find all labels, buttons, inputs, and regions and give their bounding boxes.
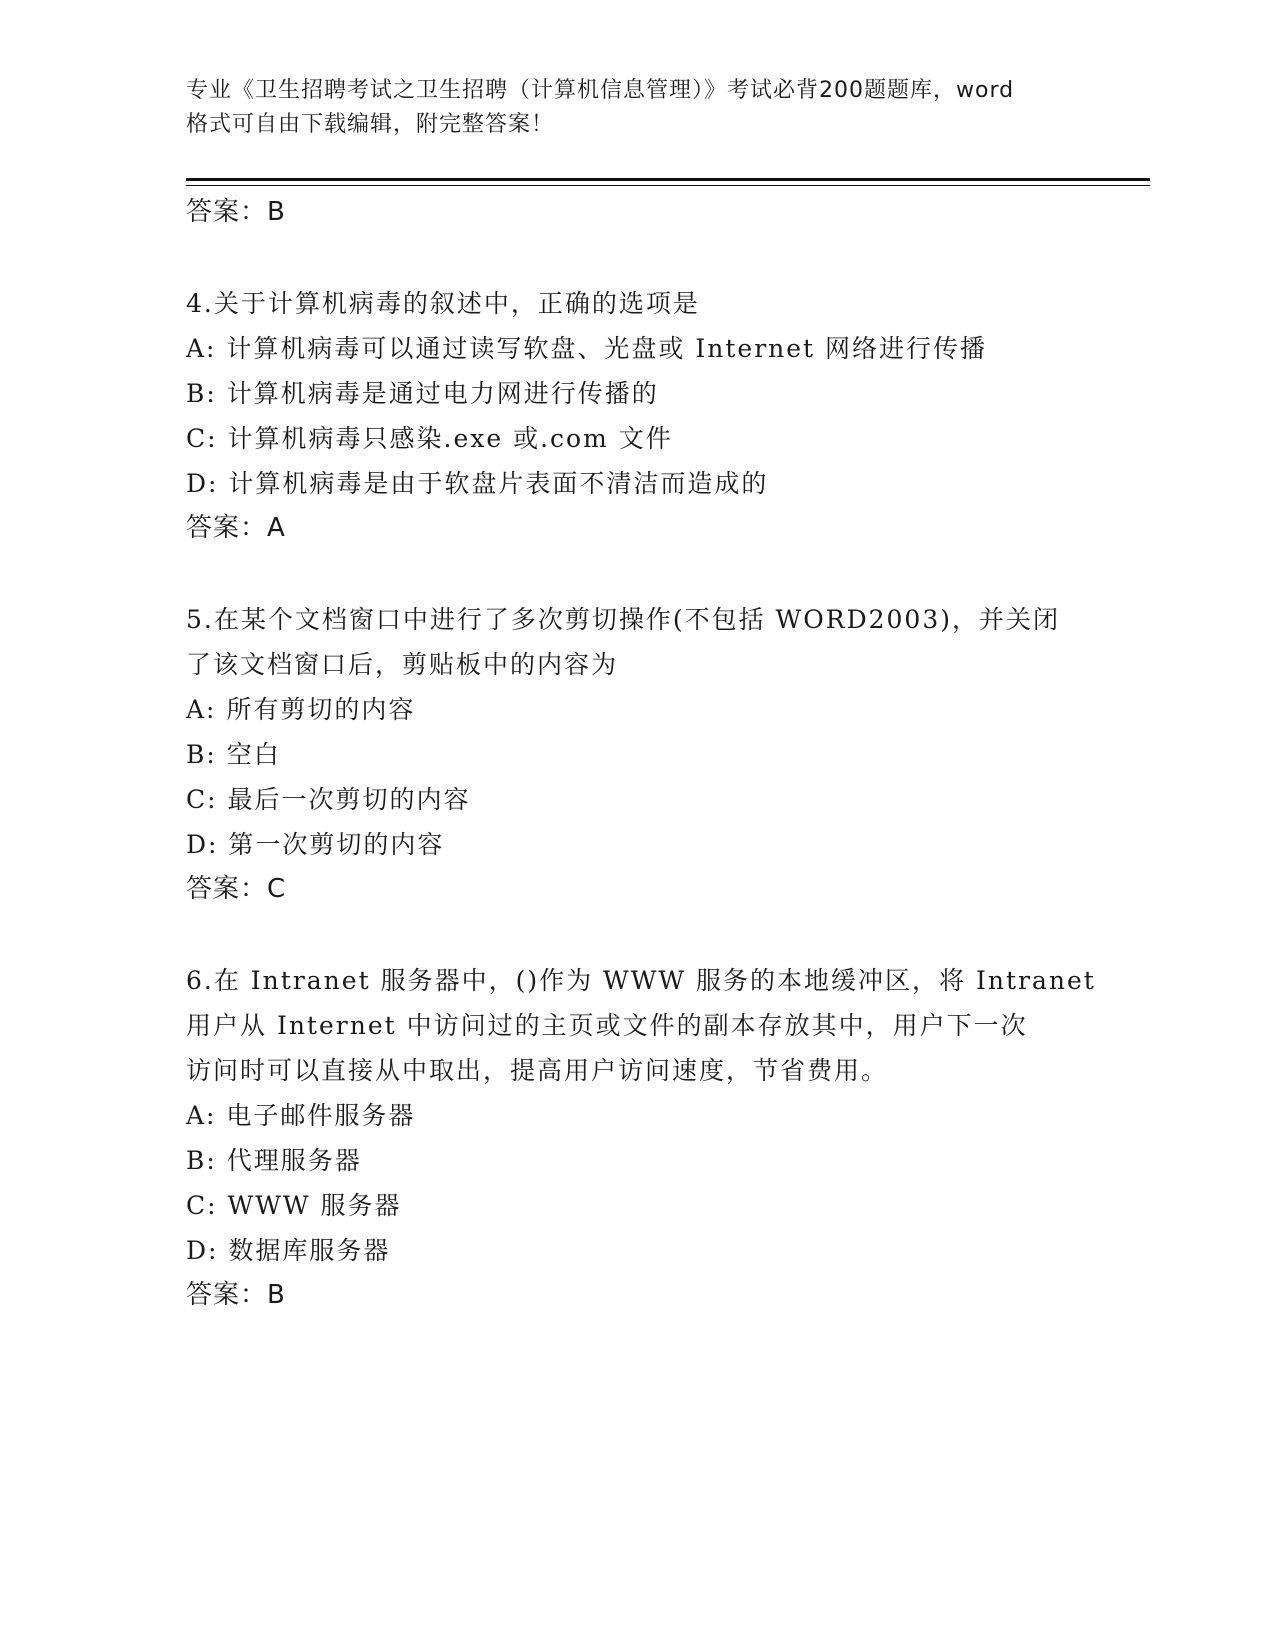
document-header (186, 74, 1086, 142)
question-text-line-1: 6.在 Intranet 服务器中，()作为 WWW 服务的本地缓冲区，将 Intranet (186, 966, 1096, 995)
question-6 (186, 958, 1096, 1318)
option-d: D: 第一次剪切的内容 (186, 830, 445, 859)
option-b: B: 空白 (186, 740, 281, 769)
option-b: B: 代理服务器 (186, 1146, 362, 1175)
question-text-line-2: 了该文档窗口后，剪贴板中的内容为 (186, 650, 619, 679)
question-text-line-1: 5.在某个文档窗口中进行了多次剪切操作(不包括 WORD2003)，并关闭 (186, 605, 1060, 634)
question-text-line-3: 访问时可以直接从中取出，提高用户访问速度，节省费用。 (186, 1056, 889, 1085)
header-line-2: 格式可自由下载编辑，附完整答案！ (186, 112, 555, 137)
answer-q3: 答案：B (186, 197, 286, 227)
question-5 (186, 597, 1086, 912)
spacer (186, 912, 1086, 958)
answer-q5: 答案：C (186, 874, 287, 904)
header-divider-thin (186, 185, 1150, 186)
option-a: A: 计算机病毒可以通过读写软盘、光盘或 Internet 网络进行传播 (186, 334, 988, 363)
answer-q4: 答案：A (186, 513, 286, 543)
option-b: B: 计算机病毒是通过电力网进行传播的 (186, 379, 659, 408)
option-c: C: 计算机病毒只感染.exe 或.com 文件 (186, 424, 673, 453)
option-d: D: 数据库服务器 (186, 1236, 391, 1265)
question-text: 4.关于计算机病毒的叙述中，正确的选项是 (186, 289, 700, 318)
question-4 (186, 281, 1086, 551)
option-c: C: WWW 服务器 (186, 1191, 402, 1220)
header-divider-thick (186, 178, 1150, 181)
header-line-1: 专业《卫生招聘考试之卫生招聘（计算机信息管理）》考试必背200题题库，word (186, 78, 1015, 103)
question-text-line-2: 用户从 Internet 中访问过的主页或文件的副本存放其中，用户下一次 (186, 1011, 1028, 1040)
option-d: D: 计算机病毒是由于软盘片表面不清洁而造成的 (186, 469, 769, 498)
option-a: A: 所有剪切的内容 (186, 695, 416, 724)
question-list (186, 190, 1096, 1318)
option-a: A: 电子邮件服务器 (186, 1101, 416, 1130)
option-c: C: 最后一次剪切的内容 (186, 785, 471, 814)
spacer (186, 551, 1086, 597)
answer-q6: 答案：B (186, 1280, 286, 1310)
spacer (186, 235, 1086, 281)
